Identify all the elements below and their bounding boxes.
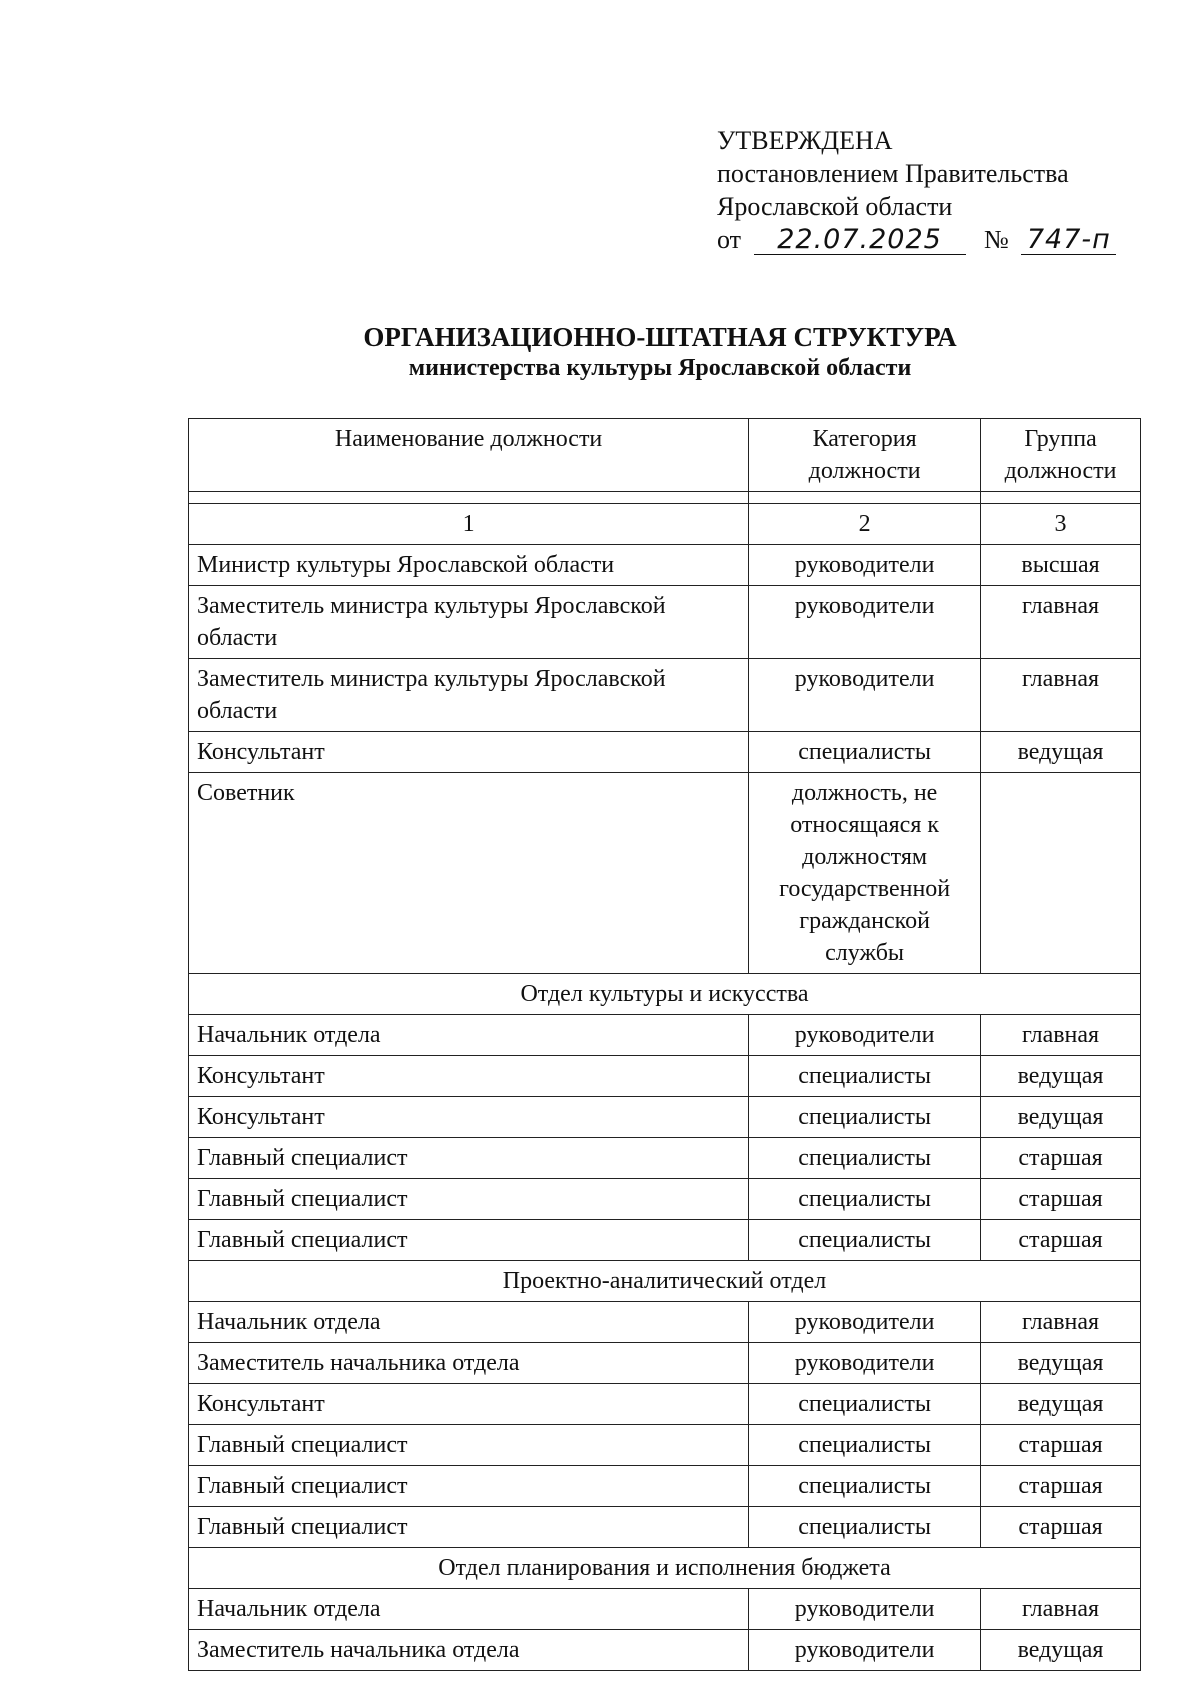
table-row bbox=[189, 1015, 1141, 1056]
date-prefix: от bbox=[717, 225, 742, 254]
category-cell: руководители bbox=[749, 1302, 981, 1343]
category-cell: специалисты bbox=[749, 1425, 981, 1466]
table-row bbox=[189, 1302, 1141, 1343]
approval-heading: УТВЕРЖДЕНА bbox=[717, 126, 893, 155]
position-cell: Главный специалист bbox=[189, 1138, 749, 1179]
position-cell: Начальник отдела bbox=[189, 1302, 749, 1343]
position-cell: Главный специалист bbox=[189, 1425, 749, 1466]
approval-line-2: постановлением Правительства bbox=[717, 159, 1069, 188]
table-row bbox=[189, 1097, 1141, 1138]
group-cell: главная bbox=[981, 586, 1141, 659]
group-cell: главная bbox=[981, 1589, 1141, 1630]
category-cell: руководители bbox=[749, 545, 981, 586]
header-category: Категория должности bbox=[749, 419, 981, 492]
section-title: Проектно-аналитический отдел bbox=[189, 1261, 1141, 1302]
position-cell: Консультант bbox=[189, 732, 749, 773]
category-cell: руководители bbox=[749, 586, 981, 659]
header-gap bbox=[189, 492, 1141, 504]
category-cell: специалисты bbox=[749, 1507, 981, 1548]
group-cell: ведущая bbox=[981, 1384, 1141, 1425]
handwritten-number: 747-п bbox=[1026, 224, 1111, 255]
table-row bbox=[189, 1056, 1141, 1097]
group-cell: старшая bbox=[981, 1179, 1141, 1220]
table-row bbox=[189, 545, 1141, 586]
category-cell: руководители bbox=[749, 1015, 981, 1056]
table-header-row bbox=[189, 419, 1141, 492]
section-row bbox=[189, 974, 1141, 1015]
document-subtitle: министерства культуры Ярославской области bbox=[408, 355, 912, 381]
approval-line-3: Ярославской области bbox=[717, 192, 953, 221]
group-cell: старшая bbox=[981, 1507, 1141, 1548]
table-row bbox=[189, 1179, 1141, 1220]
table-row bbox=[189, 1384, 1141, 1425]
section-row bbox=[189, 1548, 1141, 1589]
group-cell: старшая bbox=[981, 1220, 1141, 1261]
category-cell: руководители bbox=[749, 1343, 981, 1384]
category-cell: специалисты bbox=[749, 1220, 981, 1261]
table-row bbox=[189, 1507, 1141, 1548]
category-cell: специалисты bbox=[749, 1097, 981, 1138]
category-cell: руководители bbox=[749, 1630, 981, 1671]
position-cell: Советник bbox=[189, 773, 749, 974]
table-row bbox=[189, 732, 1141, 773]
position-cell: Главный специалист bbox=[189, 1507, 749, 1548]
position-cell: Консультант bbox=[189, 1056, 749, 1097]
position-cell: Консультант bbox=[189, 1384, 749, 1425]
position-cell: Главный специалист bbox=[189, 1179, 749, 1220]
group-cell: главная bbox=[981, 659, 1141, 732]
column-number: 3 bbox=[981, 504, 1141, 545]
table-row bbox=[189, 659, 1141, 732]
table-row bbox=[189, 1343, 1141, 1384]
table-row bbox=[189, 1630, 1141, 1671]
category-cell: руководители bbox=[749, 659, 981, 732]
section-title: Отдел культуры и искусства bbox=[189, 974, 1141, 1015]
table-row bbox=[189, 1466, 1141, 1507]
position-cell: Главный специалист bbox=[189, 1466, 749, 1507]
column-number: 1 bbox=[189, 504, 749, 545]
table-row bbox=[189, 773, 1141, 974]
document-title: ОРГАНИЗАЦИОННО-ШТАТНАЯ СТРУКТУРА bbox=[363, 322, 957, 352]
category-cell: должность, не относящаяся к должностям государственной гражданской службы bbox=[749, 773, 981, 974]
number-prefix: № bbox=[984, 225, 1009, 254]
group-cell: старшая bbox=[981, 1138, 1141, 1179]
section-row bbox=[189, 1261, 1141, 1302]
position-cell: Начальник отдела bbox=[189, 1015, 749, 1056]
group-cell: главная bbox=[981, 1015, 1141, 1056]
table-row bbox=[189, 1138, 1141, 1179]
column-number-row bbox=[189, 504, 1141, 545]
position-cell: Заместитель министра культуры Ярославской области bbox=[189, 659, 749, 732]
group-cell bbox=[981, 773, 1141, 974]
group-cell: ведущая bbox=[981, 732, 1141, 773]
staff-structure-table bbox=[188, 418, 1141, 1671]
group-cell: ведущая bbox=[981, 1097, 1141, 1138]
category-cell: специалисты bbox=[749, 1179, 981, 1220]
position-cell: Начальник отдела bbox=[189, 1589, 749, 1630]
table-row bbox=[189, 1425, 1141, 1466]
position-cell: Консультант bbox=[189, 1097, 749, 1138]
group-cell: высшая bbox=[981, 545, 1141, 586]
section-title: Отдел планирования и исполнения бюджета bbox=[189, 1548, 1141, 1589]
position-cell: Министр культуры Ярославской области bbox=[189, 545, 749, 586]
group-cell: старшая bbox=[981, 1466, 1141, 1507]
group-cell: ведущая bbox=[981, 1056, 1141, 1097]
column-number: 2 bbox=[749, 504, 981, 545]
number-field bbox=[1021, 226, 1116, 255]
category-cell: специалисты bbox=[749, 1056, 981, 1097]
position-cell: Заместитель министра культуры Ярославской области bbox=[189, 586, 749, 659]
group-cell: ведущая bbox=[981, 1343, 1141, 1384]
position-cell: Заместитель начальника отдела bbox=[189, 1630, 749, 1671]
category-cell: руководители bbox=[749, 1589, 981, 1630]
position-cell: Заместитель начальника отдела bbox=[189, 1343, 749, 1384]
table-row bbox=[189, 1589, 1141, 1630]
table-row bbox=[189, 1220, 1141, 1261]
group-cell: старшая bbox=[981, 1425, 1141, 1466]
group-cell: главная bbox=[981, 1302, 1141, 1343]
header-position: Наименование должности bbox=[189, 419, 749, 492]
approval-date-line bbox=[717, 223, 1116, 256]
date-field bbox=[754, 226, 966, 255]
header-group: Группа должности bbox=[981, 419, 1141, 492]
category-cell: специалисты bbox=[749, 1466, 981, 1507]
position-cell: Главный специалист bbox=[189, 1220, 749, 1261]
category-cell: специалисты bbox=[749, 1384, 981, 1425]
handwritten-date: 22.07.2025 bbox=[777, 224, 942, 255]
category-cell: специалисты bbox=[749, 732, 981, 773]
category-cell: специалисты bbox=[749, 1138, 981, 1179]
approval-stamp bbox=[717, 124, 1116, 256]
table-row bbox=[189, 586, 1141, 659]
group-cell: ведущая bbox=[981, 1630, 1141, 1671]
